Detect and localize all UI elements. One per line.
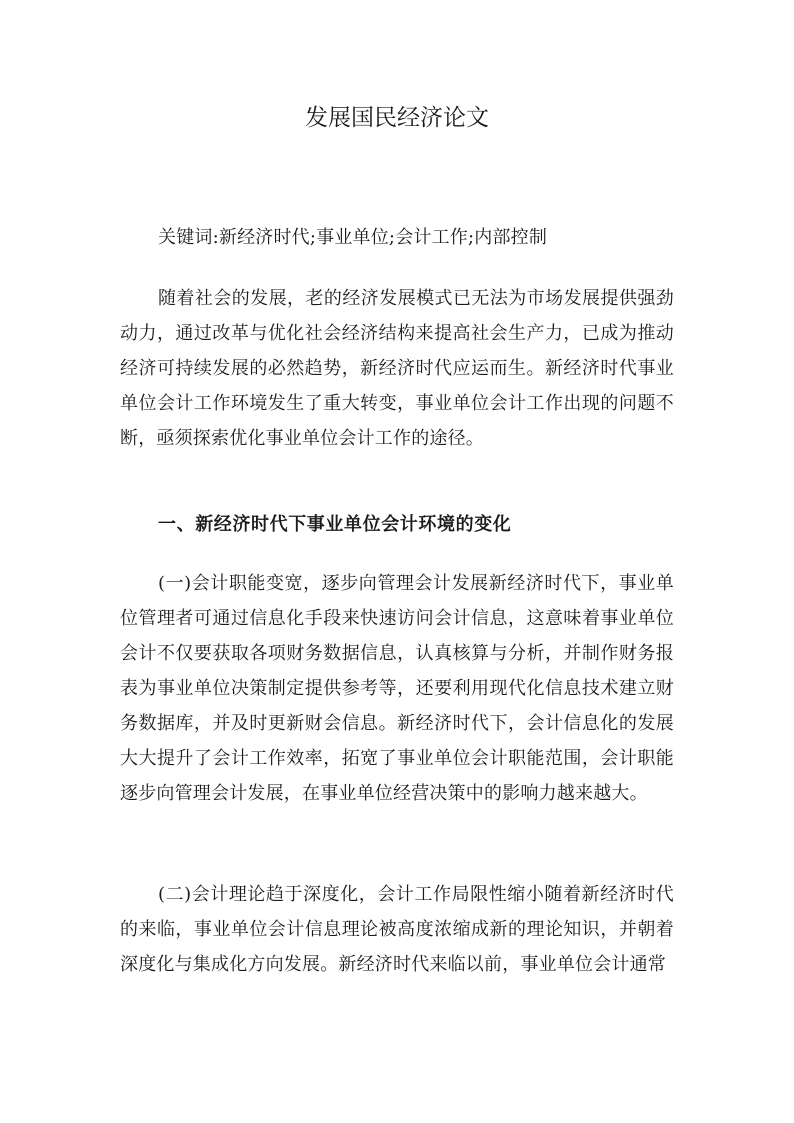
keywords-line: 关键词:新经济时代;事业单位;会计工作;内部控制 [158, 227, 548, 248]
document-title: 发展国民经济论文 [305, 105, 489, 131]
intro-paragraph: 随着社会的发展，老的经济发展模式已无法为市场发展提供强劲动力，通过改革与优化社会经济结构来提高社会生产力，已成为推动经济可持续发展的必然趋势，新经济时代应运而生。新经济时代事业单位会计工作环境发生了重大转变，事业单位会计工作出现的问题不断，亟须探索优化事业单位会计工作的途径。 [120, 288, 674, 449]
section-heading: 一、新经济时代下事业单位会计环境的变化 [158, 514, 512, 535]
paragraph-accounting-theory: (二)会计理论趋于深度化，会计工作局限性缩小随着新经济时代的来临，事业单位会计信息理论被高度浓缩成新的理论知识，并朝着深度化与集成化方向发展。新经济时代来临以前，事业单位会计通常 [120, 884, 674, 975]
paragraph-accounting-functions: (一)会计职能变宽，逐步向管理会计发展新经济时代下，事业单位管理者可通过信息化手段来快速访问会计信息，这意味着事业单位会计不仅要获取各项财务数据信息，认真核算与分析，并制作财务报表为事业单位决策制定提供参考等，还要利用现代化信息技术建立财务数据库，并及时更新财会信息。新经济时代下，会计信息化的发展大大提升了会计工作效率，拓宽了事业单位会计职能范围，会计职能逐步向管理会计发展，在事业单位经营决策中的影响力越来越大。 [120, 573, 674, 804]
